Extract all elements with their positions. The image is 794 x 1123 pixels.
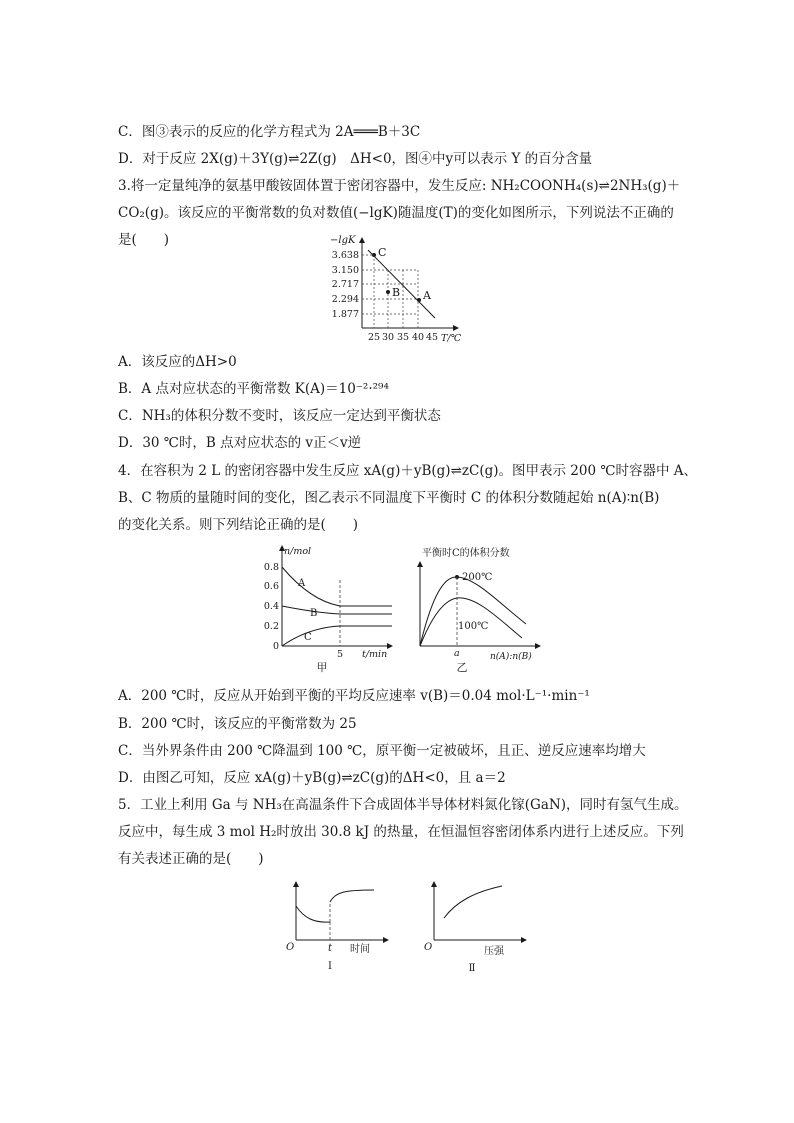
fig1-ytick: 2.717 <box>331 279 359 290</box>
option-d-q2: D．对于反应 2X(g)＋3Y(g)⇌2Z(g) ΔH<0，图④中y可以表示 Y 的百分含量 <box>118 151 593 167</box>
figure-i-vs-time <box>282 878 392 976</box>
fig1-point-b: B <box>392 286 401 299</box>
fig2a-ytick: 0.4 <box>263 601 279 612</box>
fig1-ytick: 3.150 <box>331 265 359 276</box>
fig2b-xlabel: n(A):n(B) <box>490 652 532 662</box>
question-4-line2: B、C 物质的量随时间的变化，图乙表示不同温度下平衡时 C 的体积分数随起始 n(A)∶n(B) <box>118 490 660 506</box>
option-c-q2: C．图③表示的反应的化学方程式为 2A═══B＋3C <box>118 124 421 140</box>
fig3b-xlabel: 压强 <box>484 946 504 957</box>
q3-option-a: A．该反应的ΔH>0 <box>118 354 237 370</box>
fig2a-curve-c: C <box>304 632 312 643</box>
fig2a-ytick: 0.8 <box>263 562 279 573</box>
question-4-line3: 的变化关系。则下列结论正确的是( ) <box>118 517 359 533</box>
fig2a-xlabel: t/min <box>362 649 388 660</box>
fig3a-origin: O <box>286 942 295 953</box>
fig2a-ytick: 0.6 <box>263 581 279 592</box>
q4-option-a: A．200 ℃时，反应从开始到平衡的平均反应速率 v(B)＝0.04 mol·L⁻¹·min⁻¹ <box>118 688 590 704</box>
question-5-line2: 反应中，每生成 3 mol H₂时放出 30.8 kJ 的热量，在恒温恒容密闭体系内进行上述反应。下列 <box>118 824 684 840</box>
fig3a-xlabel: 时间 <box>350 944 370 955</box>
fig1-point-a: A <box>423 289 431 302</box>
q3-option-b: B．A 点对应状态的平衡常数 K(A)＝10⁻²·²⁹⁴ <box>118 381 389 397</box>
question-3-line1: 3.将一定量纯净的氨基甲酸铵固体置于密闭容器中，发生反应: NH₂COONH₄(s)⇌2NH₃(g)＋ <box>118 178 681 194</box>
q4-option-d: D．由图乙可知，反应 xA(g)＋yB(g)⇌zC(g)的ΔH<0，且 a＝2 <box>118 770 506 786</box>
fig3b-caption: Ⅱ <box>468 963 476 974</box>
fig1-ylabel: −lgK <box>330 235 356 246</box>
q4-option-c: C．当外界条件由 200 ℃降温到 100 ℃，原平衡一定被破坏，且正、逆反应速率均增大 <box>118 743 646 759</box>
fig2b-xtick: a <box>454 648 460 659</box>
fig1-xtick: 45 <box>425 332 439 343</box>
fig3a-tick: t <box>327 943 333 954</box>
question-4-line1: 4．在容积为 2 L 的密闭容器中发生反应 xA(g)＋yB(g)⇌zC(g)。图甲表示 200 ℃时容器中 A、 <box>118 463 697 479</box>
fig2a-xtick: 5 <box>336 649 344 660</box>
q3-option-c: C．NH₃的体积分数不变时，该反应一定达到平衡状态 <box>118 408 441 424</box>
figure-lgk-vs-temperature <box>318 232 468 347</box>
fig2b-title: 平衡时C的体积分数 <box>422 548 510 559</box>
question-5-line3: 有关表述正确的是( ) <box>118 851 264 867</box>
fig2a-ytick: 0.2 <box>263 621 279 632</box>
fig2b-label-200: 200℃ <box>462 572 493 583</box>
q4-option-b: B．200 ℃时，该反应的平衡常数为 25 <box>118 716 357 732</box>
question-3-line2: CO₂(g)。该反应的平衡常数的负对数值(−lgK)随温度(T)的变化如图所示，下列说法不正确的 <box>118 205 674 221</box>
fig1-xtick: 25 <box>367 332 381 343</box>
fig3a-caption: Ⅰ <box>328 961 332 972</box>
fig2a-ytick: 0 <box>272 641 279 652</box>
question-3-line3: 是( ) <box>118 232 170 248</box>
fig2a-curve-a: A <box>298 578 306 589</box>
fig2a-caption: 甲 <box>316 661 328 674</box>
figure-jia-amount-vs-time <box>258 540 393 675</box>
fig1-ytick: 3.638 <box>331 250 359 261</box>
fig1-xtick: 35 <box>396 332 410 343</box>
fig1-xlabel: T/℃ <box>441 333 462 344</box>
question-5-line1: 5．工业上利用 Ga 与 NH₃在高温条件下合成固体半导体材料氮化镓(GaN)，同时有氢气生成。 <box>118 797 688 813</box>
fig2b-label-100: 100℃ <box>458 621 489 632</box>
fig1-xtick: 30 <box>381 332 395 343</box>
figure-yi-volume-fraction <box>408 540 543 675</box>
figure-ii-vs-pressure <box>422 878 532 976</box>
fig1-ytick: 1.877 <box>331 309 359 320</box>
fig1-xtick: 40 <box>411 332 425 343</box>
fig2b-caption: 乙 <box>456 661 468 674</box>
q3-option-d: D．30 ℃时，B 点对应状态的 v正＜v逆 <box>118 435 362 451</box>
fig3b-origin: O <box>424 942 433 953</box>
fig2a-ylabel: n/mol <box>284 546 312 557</box>
fig1-ytick: 2.294 <box>331 294 359 305</box>
fig2a-curve-b: B <box>310 608 318 619</box>
fig1-point-c: C <box>378 246 387 259</box>
